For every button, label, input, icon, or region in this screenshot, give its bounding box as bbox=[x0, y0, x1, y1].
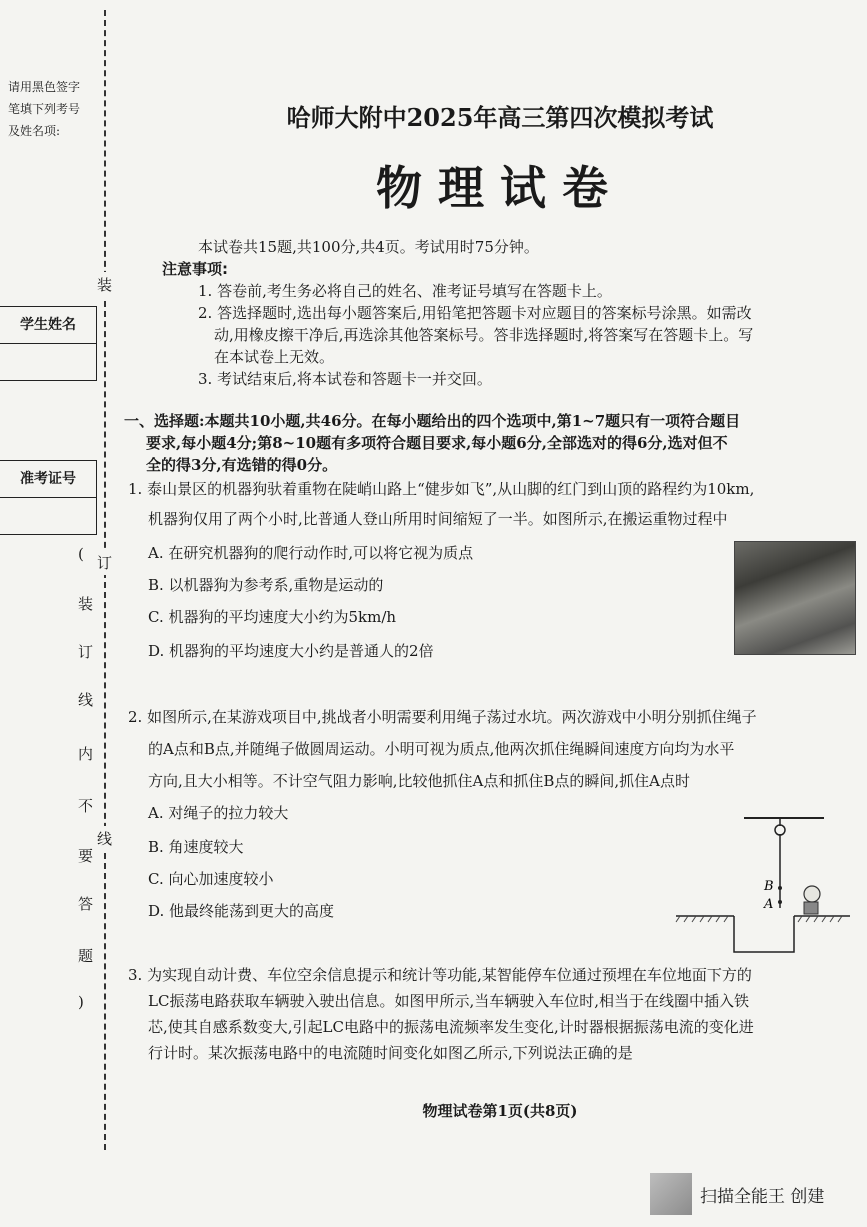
scanner-watermark bbox=[650, 1172, 867, 1216]
margin-vertical-char: 线 bbox=[78, 691, 94, 709]
question-2-option-c: C. 向心加速度较小 bbox=[148, 870, 274, 888]
robot-dog-photo bbox=[734, 541, 856, 655]
question-1-stem-line: 机器狗仅用了两个小时,比普通人登山所用时间缩短了一半。如图所示,在搬运重物过程中 bbox=[148, 510, 728, 528]
pulley bbox=[775, 825, 785, 835]
margin-vertical-char: 内 bbox=[78, 745, 94, 763]
child-figure bbox=[804, 886, 820, 902]
margin-instruction-line: 及姓名项: bbox=[8, 124, 61, 138]
question-1-option-a: A. 在研究机器狗的爬行动作时,可以将它视为质点 bbox=[148, 544, 474, 562]
question-1-option-c: C. 机器狗的平均速度大小约为5km/h bbox=[148, 608, 397, 626]
margin-vertical-char: ) bbox=[78, 993, 84, 1011]
margin-vertical-char: 要 bbox=[78, 847, 94, 865]
question-3-stem-line: 芯,使其自感系数变大,引起LC电路中的振荡电流频率发生变化,计时器根据振荡电流的变化进 bbox=[148, 1018, 754, 1036]
margin-vertical-char: ( bbox=[78, 545, 84, 563]
bind-mark-zhuang: 装 bbox=[97, 272, 112, 297]
notes-item: 1. 答卷前,考生务必将自己的姓名、准考证号填写在答题卡上。 bbox=[198, 282, 612, 300]
question-2-option-a: A. 对绳子的拉力较大 bbox=[148, 804, 289, 822]
margin-vertical-char: 题 bbox=[78, 947, 94, 965]
point-b-label: B bbox=[764, 879, 774, 894]
question-2-option-d: D. 他最终能荡到更大的高度 bbox=[148, 902, 335, 920]
exam-number-label: 准考证号 bbox=[0, 461, 96, 498]
notes-item-continued: 在本试卷上无效。 bbox=[214, 348, 335, 366]
binding-dashed-line bbox=[104, 10, 106, 1150]
question-3-stem-line: LC振荡电路获取车辆驶入驶出信息。如图甲所示,当车辆驶入车位时,相当于在线圈中插入铁 bbox=[148, 992, 749, 1010]
bind-mark-ding: 订 bbox=[97, 550, 112, 575]
question-1-option-b: B. 以机器狗为参考系,重物是运动的 bbox=[148, 576, 384, 594]
notes-item-continued: 动,用橡皮擦干净后,再选涂其他答案标号。答非选择题时,将答案写在答题卡上。写 bbox=[214, 326, 754, 344]
notes-item: 2. 答选择题时,选出每小题答案后,用铅笔把答题卡对应题目的答案标号涂黑。如需改 bbox=[198, 304, 752, 322]
exam-number-field[interactable] bbox=[0, 460, 97, 535]
exam-title: 哈师大附中2025年高三第四次模拟考试 bbox=[286, 103, 714, 132]
margin-instruction-line: 笔填下列考号 bbox=[8, 102, 81, 116]
margin-vertical-char: 不 bbox=[78, 797, 94, 815]
question-3-stem: 3. 为实现自动计费、车位空余信息提示和统计等功能,某智能停车位通过预埋在车位地面下方的 bbox=[128, 966, 752, 984]
question-2-stem-line: 方向,且大小相等。不计空气阻力影响,比较他抓住A点和抓住B点的瞬间,抓住A点时 bbox=[148, 772, 690, 790]
question-2-option-b: B. 角速度较大 bbox=[148, 838, 244, 856]
question-1-stem: 1. 泰山景区的机器狗驮着重物在陡峭山路上“健步如飞”,从山脚的红门到山顶的路程约为10km, bbox=[128, 480, 755, 498]
margin-vertical-char: 装 bbox=[78, 595, 94, 613]
student-name-field[interactable] bbox=[0, 306, 97, 381]
notes-heading: 注意事项: bbox=[162, 260, 228, 278]
question-2-stem: 2. 如图所示,在某游戏项目中,挑战者小明需要利用绳子荡过水坑。两次游戏中小明分别抓住绳子 bbox=[128, 708, 757, 726]
student-name-label: 学生姓名 bbox=[0, 307, 96, 344]
margin-instruction-line: 请用黑色签字 bbox=[8, 80, 81, 94]
ground-hatching bbox=[676, 916, 842, 922]
student-name-input[interactable] bbox=[0, 344, 96, 380]
scanner-logo-icon bbox=[650, 1173, 692, 1215]
question-2-stem-line: 的A点和B点,并随绳子做圆周运动。小明可视为质点,他两次抓住绳瞬间速度方向均为水平 bbox=[148, 740, 735, 758]
point-a-label: A bbox=[764, 897, 774, 912]
water-pit bbox=[734, 916, 794, 952]
rope-swing-diagram bbox=[672, 806, 852, 956]
section-heading-line: 要求,每小题4分;第8~10题有多项符合题目要求,每小题6分,全部选对的得6分,选对但不 bbox=[146, 434, 728, 452]
notes-item: 3. 考试结束后,将本试卷和答题卡一并交回。 bbox=[198, 370, 492, 388]
page-footer: 物理试卷第1页(共8页) bbox=[422, 1102, 578, 1120]
point-a-mark bbox=[778, 900, 782, 904]
bind-mark-xian: 线 bbox=[97, 826, 112, 851]
question-1-option-d: D. 机器狗的平均速度大小约是普通人的2倍 bbox=[148, 642, 434, 660]
margin-vertical-char: 答 bbox=[78, 895, 94, 913]
exam-intro: 本试卷共15题,共100分,共4页。考试用时75分钟。 bbox=[198, 238, 539, 256]
margin-instruction bbox=[8, 76, 98, 142]
exam-number-input[interactable] bbox=[0, 498, 96, 534]
margin-vertical-char: 订 bbox=[78, 643, 94, 661]
point-b-mark bbox=[778, 886, 782, 890]
subject-title: 物理试卷 bbox=[376, 161, 624, 215]
scanner-watermark-text: 扫描全能王 创建 bbox=[700, 1186, 825, 1207]
section-heading-line: 全的得3分,有选错的得0分。 bbox=[146, 456, 338, 474]
question-3-stem-line: 行计时。某次振荡电路中的电流随时间变化如图乙所示,下列说法正确的是 bbox=[148, 1044, 633, 1062]
section-heading: 一、选择题:本题共10小题,共46分。在每小题给出的四个选项中,第1~7题只有一项符合题目 bbox=[124, 412, 741, 430]
